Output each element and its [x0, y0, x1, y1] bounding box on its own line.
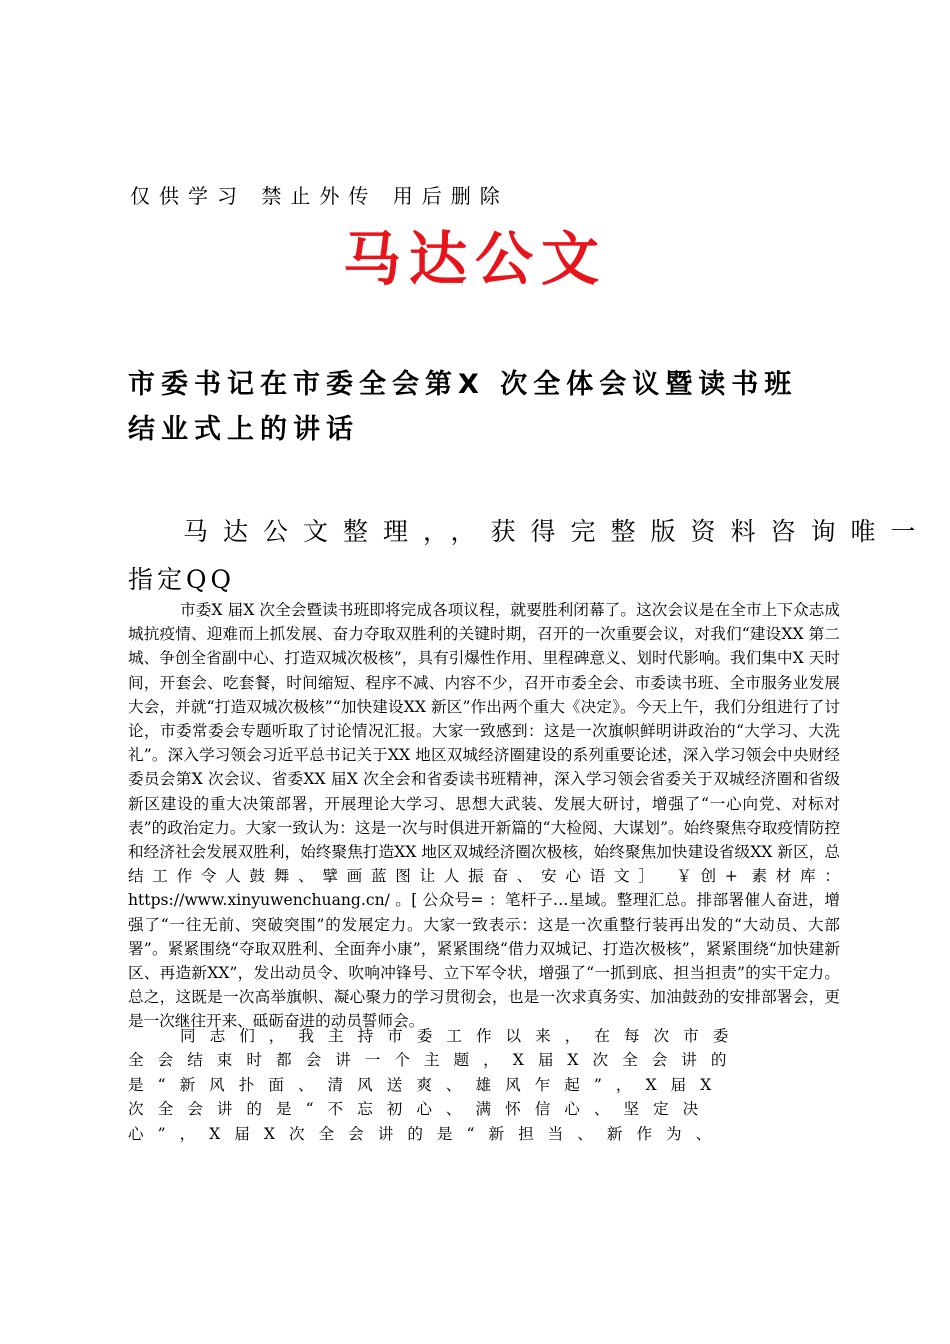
- title-line-1: 市委书记在市委全会第X 次全体会议暨读书班: [128, 369, 798, 400]
- spaced-paragraph: [128, 1024, 840, 1146]
- spaced-line: 次全会讲的是“不忘初心、满怀信心、坚定决: [128, 1100, 713, 1119]
- document-title: [128, 362, 838, 452]
- spaced-line: 同志们，我主持市委工作以来，在每次市委: [180, 1027, 743, 1045]
- intro-line-2: 指定QQ: [128, 565, 235, 594]
- spaced-line: 是“新风扑面、清风送爽、雄风乍起”，X届X: [128, 1075, 726, 1094]
- usage-notice: 仅供学习 禁止外传 用后删除: [130, 184, 509, 208]
- brand-watermark: 马达公文: [342, 225, 607, 293]
- spaced-line: 心”，X届X次全会讲的是“新担当、新作为、: [128, 1124, 726, 1143]
- spaced-line: 全会结束时都会讲一个主题，X届X次全会讲的: [128, 1051, 741, 1070]
- body-text: [128, 598, 840, 1034]
- paragraph-1: 市委X 届X 次全会暨读书班即将完成各项议程，就要胜利闭幕了。这次会议是在全市上下众志成城抗疫情、迎难而上抓发展、奋力夺取双胜利的关键时期，召开的一次重要会议，对我们“建设XX 第二城、争创全省副中心、打造双城次极核”，具有引爆性作用、里程碑意义、划时代影响。我们集中X 天时间，开套会、吃套餐，时间缩短、程序不减、内容不少，召开市委全会、市委读书班、全市服务业发展大会，并就“打造双城次极核”“加快建设XX 新区”作出两个重大《决定》。今天上午，我们分组进行了讨论，市委常委会专题听取了讨论情况汇报。大家一致感到：这是一次旗帜鲜明讲政治的“大学习、大洗礼”。深入学习领会习近平总书记关于XX 地区双城经济圈建设的系列重要论述，深入学习领会中央财经委员会第X 次会议、省委XX 届X 次全会和省委读书班精神，深入学习领会省委关于双城经济圈和省级新区建设的重大决策部署，开展理论大学习、思想大武装、发展大研讨，增强了“一心向党、对标对表”的政治定力。大家一致认为：这是一次与时俱进开新篇的“大检阅、大谋划”。始终聚焦夺取疫情防控和经济社会发展双胜利，始终聚焦打造XX 地区双城经济圈次极核，始终聚焦加快建设省级XX 新区，总结工作令人鼓舞、擘画蓝图让人振奋、安心语文］ ￥创+ 素材库：https://www.xinyuwenchuang.cn/ 。[ 公众号= ：笔杆子…星域。整理汇总。排部署催人奋进，增强了“一往无前、突破突围”的发展定力。大家一致表示：这是一次重整行装再出发的“大动员、大部署”。紧紧围绕“夺取双胜利、全面奔小康”，紧紧围绕“借力双城记、打造次极核”，紧紧围绕“加快建新区、再造新XX”，发出动员令、吹响冲锋号、立下军令状，增强了“一抓到底、担当担责”的实干定力。总之，这既是一次高举旗帜、凝心聚力的学习贯彻会，也是一次求真务实、加油鼓劲的安排部署会，更是一次继往开来、砥砺奋进的动员誓师会。: [128, 601, 840, 1031]
- intro-line-1: 马达公文整理，，获得完整版资料咨询唯一: [183, 517, 931, 546]
- intro-notice: [128, 508, 931, 604]
- title-line-2: 结业式上的讲话: [128, 414, 359, 445]
